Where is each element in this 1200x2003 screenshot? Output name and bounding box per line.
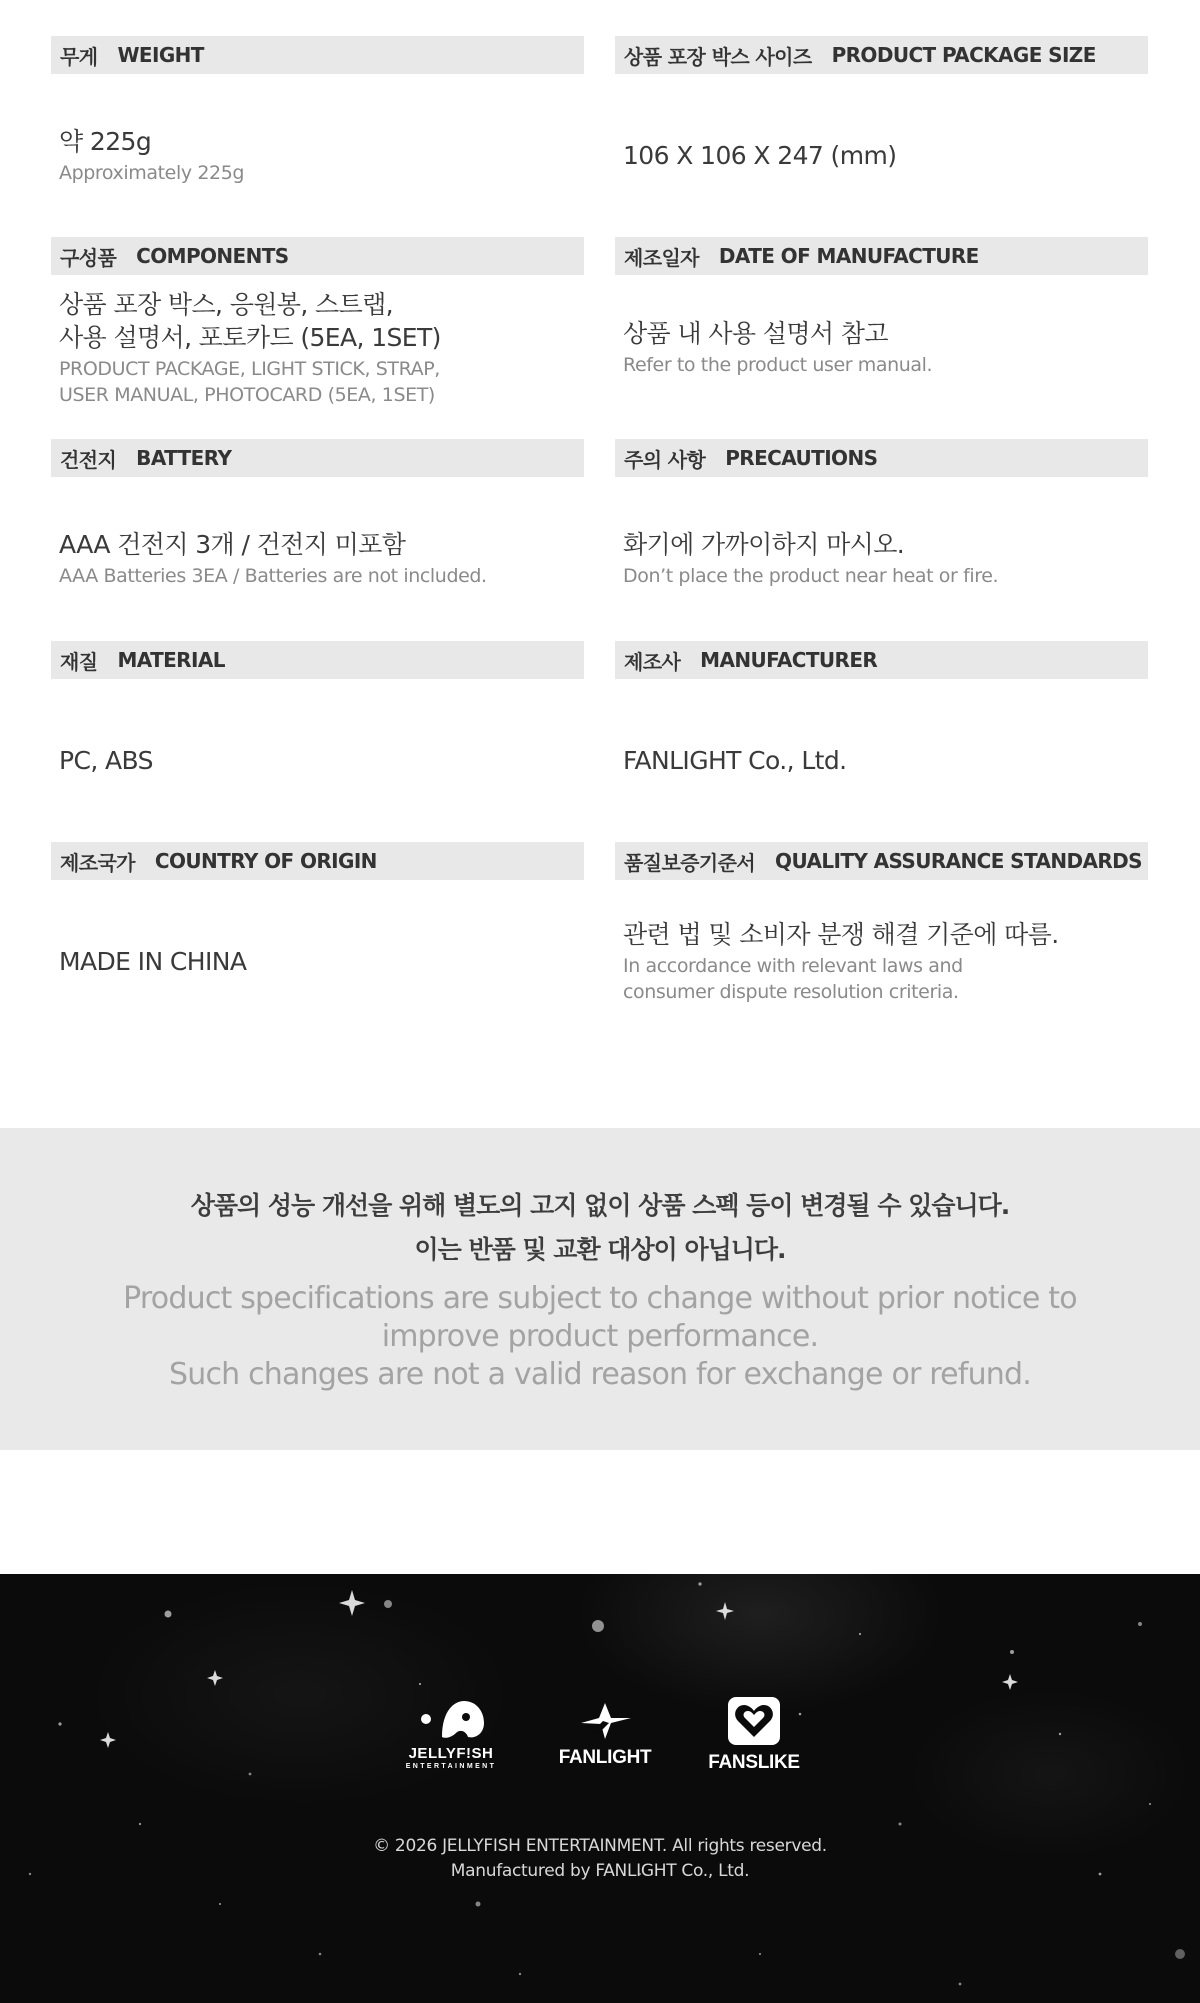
spec-header	[615, 36, 1148, 74]
spec-label-ko: 건전지	[60, 447, 117, 472]
spec-label-en: COMPONENTS	[136, 244, 289, 268]
spec-value: PC, ABS	[59, 745, 153, 775]
fanlight-logo-text: FANLIGHT	[558, 1747, 652, 1768]
spec-value: 상품 내 사용 설명서 참고	[623, 319, 888, 348]
spec-sub: PRODUCT PACKAGE, LIGHT STICK, STRAP, USER MANUAL, PHOTOCARD (5EA, 1SET)	[59, 357, 440, 406]
spec-body	[615, 477, 1148, 639]
spec-quality-assurance	[615, 842, 1148, 1003]
spec-header	[615, 842, 1148, 880]
spec-precautions	[615, 439, 1148, 587]
spec-label-ko: 구성품	[60, 245, 117, 270]
spec-body	[51, 275, 584, 420]
spec-body	[51, 679, 584, 841]
spec-body	[51, 74, 584, 236]
spacer	[0, 1450, 1200, 1574]
spec-label-en: WEIGHT	[117, 43, 204, 67]
spec-manufacturer	[615, 641, 1148, 775]
spec-sub: Refer to the product user manual.	[623, 354, 933, 376]
spec-components	[51, 237, 584, 406]
spec-label-en: DATE OF MANUFACTURE	[718, 244, 979, 268]
spec-sub: AAA Batteries 3EA / Batteries are not included.	[59, 564, 487, 587]
fanslike-logo	[702, 1695, 806, 1774]
spec-material	[51, 641, 584, 775]
spec-value: MADE IN CHINA	[59, 946, 247, 976]
spec-value: 상품 포장 박스, 응원봉, 스트랩, 사용 설명서, 포토카드 (5EA, 1SET)	[59, 289, 441, 352]
spec-body	[615, 275, 1148, 420]
fanlight-logo	[552, 1701, 658, 1769]
spec-header	[615, 237, 1148, 275]
spec-date-of-manufacture	[615, 237, 1148, 376]
partner-logos	[0, 1695, 1200, 1795]
spec-label-en: QUALITY ASSURANCE STANDARDS	[775, 849, 1142, 873]
fanlight-bolt-icon	[577, 1701, 633, 1741]
spec-label-ko: 무게	[60, 44, 98, 69]
notice-text-en: Product specifications are subject to change without prior notice to improve product performance. Such changes are not a valid reason for exchange or refund.	[123, 1281, 1077, 1392]
spec-value: AAA 건전지 3개 / 건전지 미포함	[59, 529, 406, 559]
jellyfish-logo-text: JELLYF!SH	[408, 1745, 494, 1762]
spec-battery	[51, 439, 584, 587]
fanslike-heart-icon	[726, 1695, 782, 1747]
spec-label-en: MANUFACTURER	[700, 648, 878, 672]
jellyfish-mascot-icon	[416, 1695, 486, 1741]
spec-header	[51, 439, 584, 477]
spec-label-en: PRECAUTIONS	[725, 446, 878, 470]
spec-label-ko: 제조사	[624, 649, 681, 674]
spec-value: FANLIGHT Co., Ltd.	[623, 745, 847, 775]
spec-value: 약 225g	[59, 126, 152, 156]
spec-label-en: COUNTRY OF ORIGIN	[154, 849, 377, 873]
spec-body	[615, 880, 1148, 1042]
spec-value: 106 X 106 X 247 (mm)	[623, 140, 897, 170]
change-notice-banner	[0, 1128, 1200, 1450]
spec-label-ko: 주의 사항	[624, 447, 706, 472]
spec-country-of-origin	[51, 842, 584, 976]
spec-body	[51, 880, 584, 1042]
spec-body	[615, 679, 1148, 841]
spec-label-ko: 품질보증기준서	[624, 850, 756, 875]
spec-weight	[51, 36, 584, 184]
spec-label-en: BATTERY	[136, 446, 232, 470]
spec-header	[51, 842, 584, 880]
spec-label-en: PRODUCT PACKAGE SIZE	[831, 43, 1096, 67]
spec-label-ko: 상품 포장 박스 사이즈	[624, 44, 812, 69]
spec-label-ko: 재질	[60, 649, 98, 674]
spec-label-en: MATERIAL	[117, 648, 225, 672]
fanslike-logo-text: FANSLIKE	[708, 1752, 800, 1773]
spec-header	[51, 641, 584, 679]
spec-label-ko: 제조국가	[60, 850, 135, 875]
spec-header	[51, 36, 584, 74]
spec-value: 화기에 가까이하지 마시오.	[623, 529, 905, 559]
copyright-text: © 2026 JELLYFISH ENTERTAINMENT. All rights reserved. Manufactured by FANLIGHT Co., Ltd.	[373, 1836, 827, 1881]
spec-header	[615, 439, 1148, 477]
footer	[0, 1574, 1200, 2003]
spec-label-ko: 제조일자	[624, 245, 699, 270]
spec-sub: Don’t place the product near heat or fire.	[623, 564, 999, 587]
spec-body	[51, 477, 584, 639]
spec-header	[51, 237, 584, 275]
jellyfish-logo-subtext: ENTERTAINMENT	[405, 1763, 497, 1770]
spec-body	[615, 74, 1148, 236]
spec-sub: Approximately 225g	[59, 161, 245, 184]
spec-header	[615, 641, 1148, 679]
notice-text-ko: 상품의 성능 개선을 위해 별도의 고지 없이 상품 스펙 등이 변경될 수 있습니다. 이는 반품 및 교환 대상이 아닙니다.	[190, 1191, 1010, 1264]
spec-sub: In accordance with relevant laws and consumer dispute resolution criteria.	[623, 954, 963, 1003]
spec-value: 관련 법 및 소비자 분쟁 해결 기준에 따름.	[623, 919, 1059, 949]
spec-package-size	[615, 36, 1148, 170]
jellyfish-logo	[393, 1695, 509, 1770]
